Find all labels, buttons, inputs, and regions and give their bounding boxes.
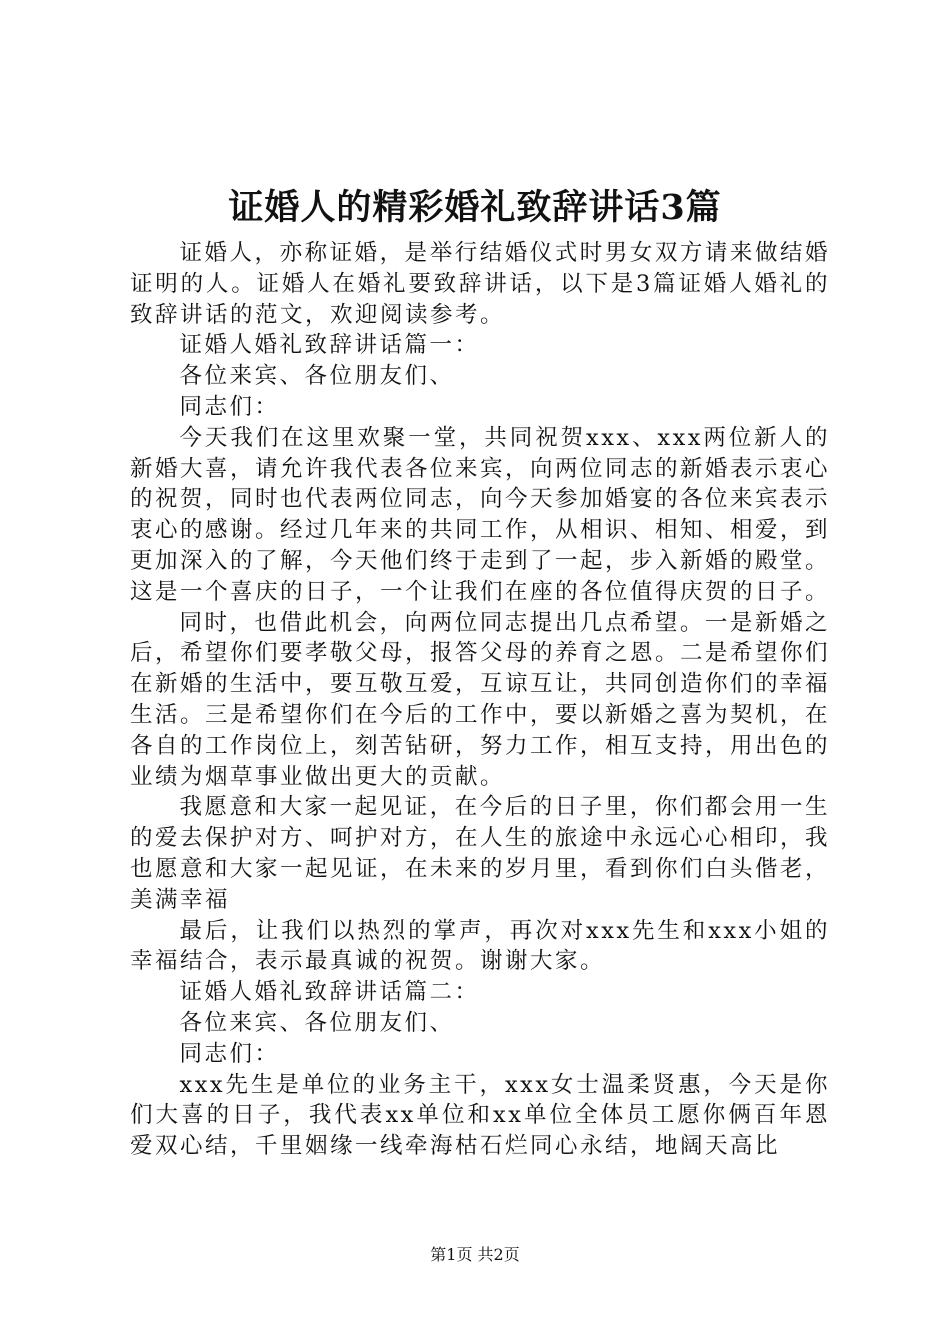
salutation-comrades: 同志们： <box>179 1040 280 1067</box>
document-body <box>130 238 830 1162</box>
document-title: 证婚人的精彩婚礼致辞讲话3篇 <box>228 187 722 228</box>
paragraph-body: 今天我们在这里欢聚一堂，共同祝贺xxx、xxx两位新人的新婚大喜，请允许我代表各位来宾，向两位同志的新婚表示衷心的祝贺，同时也代表两位同志，向今天参加婚宴的各位来宾表示衷心的感谢。经过几年来的共同工作，从相识、相知、相爱，到更加深入的了解，今天他们终于走到了一起，步入新婚的殿堂。这是一个喜庆的日子，一个让我们在座的各位值得庆贺的日子。 <box>130 424 831 605</box>
salutation-comrades: 同志们： <box>179 393 280 420</box>
salutation-guests: 各位来宾、各位朋友们、 <box>179 1009 455 1036</box>
salutation-guests: 各位来宾、各位朋友们、 <box>179 363 455 390</box>
section-heading-2: 证婚人婚礼致辞讲话篇二： <box>179 979 480 1006</box>
paragraph-intro: 证婚人，亦称证婚，是举行结婚仪式时男女双方请来做结婚证明的人。证婚人在婚礼要致辞讲话，以下是3篇证婚人婚礼的致辞讲话的范文，欢迎阅读参考。 <box>130 240 830 328</box>
page-footer: 第1页 共2页 <box>430 1245 520 1264</box>
paragraph-body: 最后，让我们以热烈的掌声，再次对xxx先生和xxx小姐的幸福结合，表示最真诚的祝贺。谢谢大家。 <box>130 917 830 975</box>
paragraph-body: 同时，也借此机会，向两位同志提出几点希望。一是新婚之后，希望你们要孝敬父母，报答父母的养育之恩。二是希望你们在新婚的生活中，要互敬互爱，互谅互让，共同创造你们的幸福生活。三是希望你们在今后的工作中，要以新婚之喜为契机，在各自的工作岗位上，刻苦钻研，努力工作，相互支持，用出色的业绩为烟草事业做出更大的贡献。 <box>130 609 831 790</box>
section-heading-1: 证婚人婚礼致辞讲话篇一： <box>179 332 480 359</box>
paragraph-body: xxx先生是单位的业务主干，xxx女士温柔贤惠，今天是你们大喜的日子，我代表xx单位和xx单位全体员工愿你俩百年恩爱双心结，千里姻缘一线牵海枯石烂同心永结，地阔天高比 <box>130 1071 830 1160</box>
paragraph-body: 我愿意和大家一起见证，在今后的日子里，你们都会用一生的爱去保护对方、呵护对方，在人生的旅途中永远心心相印，我也愿意和大家一起见证，在未来的岁月里，看到你们白头偕老，美满幸福 <box>130 794 831 913</box>
